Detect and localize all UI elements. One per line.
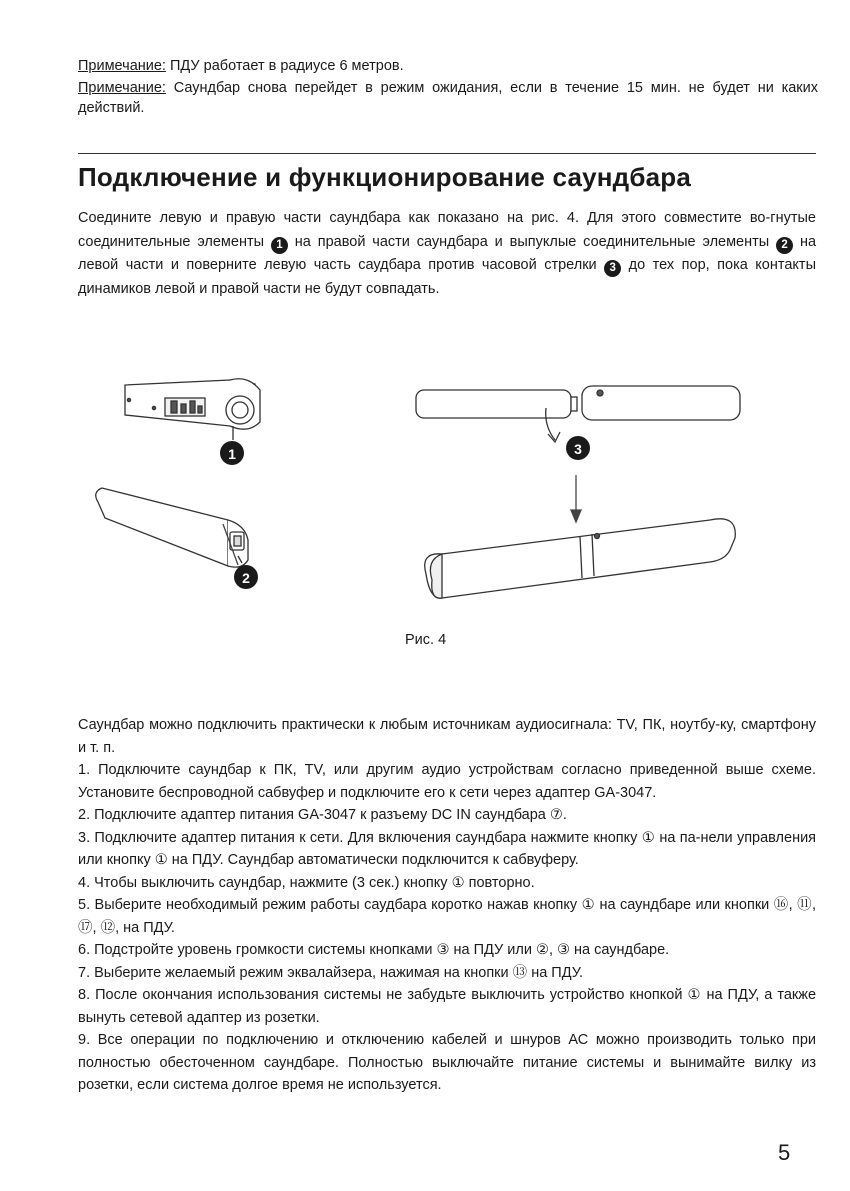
note-text: ПДУ работает в радиусе 6 метров. (165, 58, 404, 74)
figure-caption: Рис. 4 (405, 632, 447, 648)
circled-number: ① (154, 852, 168, 868)
step-badge-1: 1 (271, 237, 288, 254)
circled-number: ⑯ (773, 897, 789, 913)
circled-number: ① (581, 897, 596, 913)
circled-number: ① (687, 987, 702, 1003)
callout-1: 1 (228, 446, 236, 462)
circled-number: ⑪ (797, 897, 813, 913)
step-4: 4. Чтобы выключить саундбар, нажмите (3 сек.) кнопку ① повторно. (78, 874, 535, 891)
intro-text-3: на левой части и поверните левую часть саудбара против часовой стрелки (78, 233, 817, 273)
figure-4-illustration (70, 360, 770, 620)
step-6: 6. Подстройте уровень громкости системы кнопками ③ на ПДУ или ②, ③ на саундбаре. (78, 942, 670, 958)
intro-text-1: Соедините левую и правую части саундбара как показано на рис. 4. Для этого совместите во-гнутые соединительные элементы (78, 210, 816, 250)
instructions (78, 714, 816, 1097)
circled-number: ③ (557, 942, 571, 958)
circled-number: ① (641, 829, 656, 846)
step-5: 5. Выберите необходимый режим работы саудбара коротко нажав кнопку ① на саундбаре или кнопки ⑯, ⑪, ⑰, ⑫, на ПДУ. (78, 897, 817, 936)
section-divider (78, 153, 816, 154)
section-title: Подключение и функционирование саундбара (78, 162, 692, 192)
note-text: Саундбар снова перейдет в режим ожидания, если в течение 15 мин. не будет ни каких действий. (78, 80, 818, 116)
circled-number: ② (535, 942, 549, 958)
circled-number: ③ (436, 942, 450, 958)
soundbar-right-part (125, 379, 260, 440)
step-2: 2. Подключите адаптер питания GA-3047 к разъему DC IN саундбара ⑦. (78, 807, 567, 823)
note-label: Примечание: (78, 80, 166, 96)
note-label: Примечание: (78, 58, 166, 74)
note-remote-range (78, 56, 818, 76)
circled-number: ⑦ (549, 807, 563, 823)
callout-3: 3 (574, 441, 582, 457)
step-7: 7. Выберите желаемый режим эквалайзера, нажимая на кнопки ⑬ на ПДУ. (78, 964, 584, 981)
section-intro (78, 207, 816, 301)
soundbar-assembled (425, 519, 736, 598)
page-number: 5 (778, 1140, 791, 1165)
step-1: 1. Подключите саундбар к ПК, TV, или другим аудио устройствам согласно приведенной выше схеме. Установите беспроводной сабвуфер и подключите его к сети через адаптер GA-3047. (78, 762, 816, 801)
instructions-lead: Саундбар можно подключить практически к любым источникам аудиосигнала: TV, ПК, ноутбу-ку, смартфону и т. п. (78, 717, 816, 756)
intro-text-4: до тех пор, пока контакты динамиков левой и правой части не будут совпадать. (78, 257, 816, 297)
step-3: 3. Подключите адаптер питания к сети. Для включения саундбара нажмите кнопку ① на па-нели управления или кнопку ① на ПДУ. Саундбар автоматически подключится к сабвуферу. (78, 829, 817, 868)
intro-text-2: на правой части саундбара и выпуклые соединительные элементы (294, 233, 770, 250)
circled-number: ⑬ (512, 964, 528, 981)
note-standby (78, 78, 818, 118)
callout-2: 2 (242, 570, 250, 586)
soundbar-left-part (96, 488, 248, 567)
circled-number: ① (451, 874, 465, 891)
circled-number: ⑰ (78, 919, 93, 936)
step-9: 9. Все операции по подключению и отключению кабелей и шнуров АС можно производить только при полностью обесточенном саундбаре. Полностью выключайте питание системы и вынимайте вилку из розетки, если система долгое время не используется. (78, 1032, 816, 1093)
step-8: 8. После окончания использования системы не забудьте выключить устройство кнопкой ① на ПДУ, а также вынуть сетевой адаптер из розетки. (78, 987, 817, 1026)
soundbar-parts-separated (416, 386, 740, 442)
step-badge-2: 2 (776, 237, 793, 254)
step-badge-3: 3 (604, 260, 621, 277)
circled-number: ⑫ (100, 919, 116, 936)
